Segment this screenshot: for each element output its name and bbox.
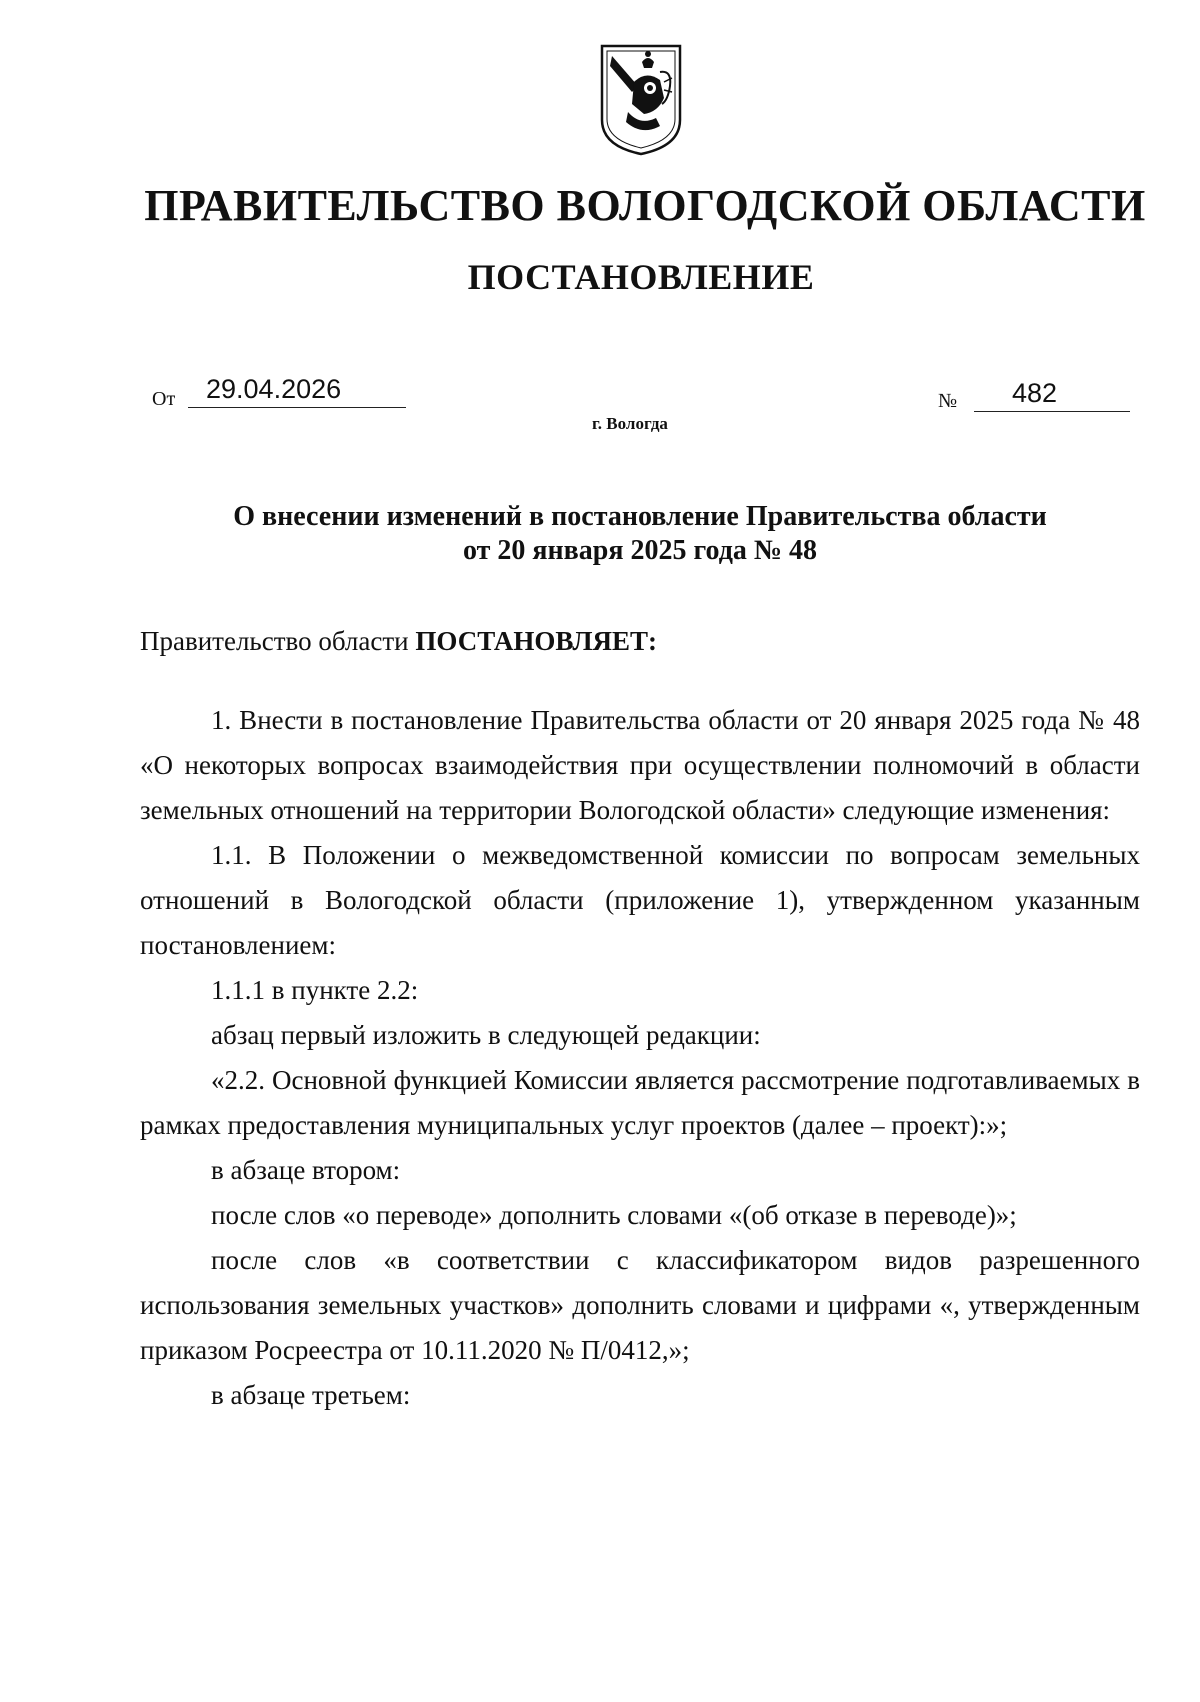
resolution-keyword: ПОСТАНОВЛЯЕТ: [415, 626, 657, 656]
document-subject [140, 500, 1140, 568]
resolution-line [140, 626, 657, 657]
organization-title: ПРАВИТЕЛЬСТВО ВОЛОГОДСКОЙ ОБЛАСТИ [144, 181, 1146, 230]
subject-line-1: О внесении изменений в постановление Правительства области [233, 501, 1047, 532]
subject-line-2: от 20 января 2025 года № 48 [462, 535, 818, 566]
document-body [140, 698, 1140, 1418]
paragraph: после слов «в соответствии с классификатором видов разрешенного использования земельных участков» дополнить словами и цифрами «, утвержденным приказом Росреестра от 10.11.2020 № П/0412,»; [140, 1245, 1140, 1365]
document-number: 482 [974, 378, 1130, 412]
document-date: 29.04.2026 [188, 374, 406, 408]
paragraph: 1.1. В Положении о межведомственной комиссии по вопросам земельных отношений в Вологодской области (приложение 1), утвержденном указанным постановлением: [140, 840, 1140, 960]
document-type: ПОСТАНОВЛЕНИЕ [467, 257, 815, 297]
paragraph: в абзаце втором: [211, 1155, 401, 1185]
paragraph: «2.2. Основной функцией Комиссии является рассмотрение подготавливаемых в рамках предоставления муниципальных услуг проектов (далее – проект):»; [140, 1065, 1140, 1140]
paragraph: в абзаце третьем: [211, 1380, 411, 1410]
coat-of-arms-icon [598, 42, 684, 158]
paragraph: после слов «о переводе» дополнить словами «(об отказе в переводе)»; [211, 1200, 1017, 1230]
city: г. Вологда [592, 414, 668, 433]
resolution-intro: Правительство области [140, 626, 416, 656]
date-prefix: От [152, 388, 176, 410]
paragraph: абзац первый изложить в следующей редакции: [211, 1020, 761, 1050]
paragraph: 1.1.1 в пункте 2.2: [211, 975, 419, 1005]
paragraph: 1. Внести в постановление Правительства области от 20 января 2025 года № 48 «О некоторых вопросах взаимодействия при осуществлении полномочий в области земельных отношений на территории Вологодской области» следующие изменения: [140, 705, 1140, 825]
number-prefix: № [938, 390, 958, 412]
